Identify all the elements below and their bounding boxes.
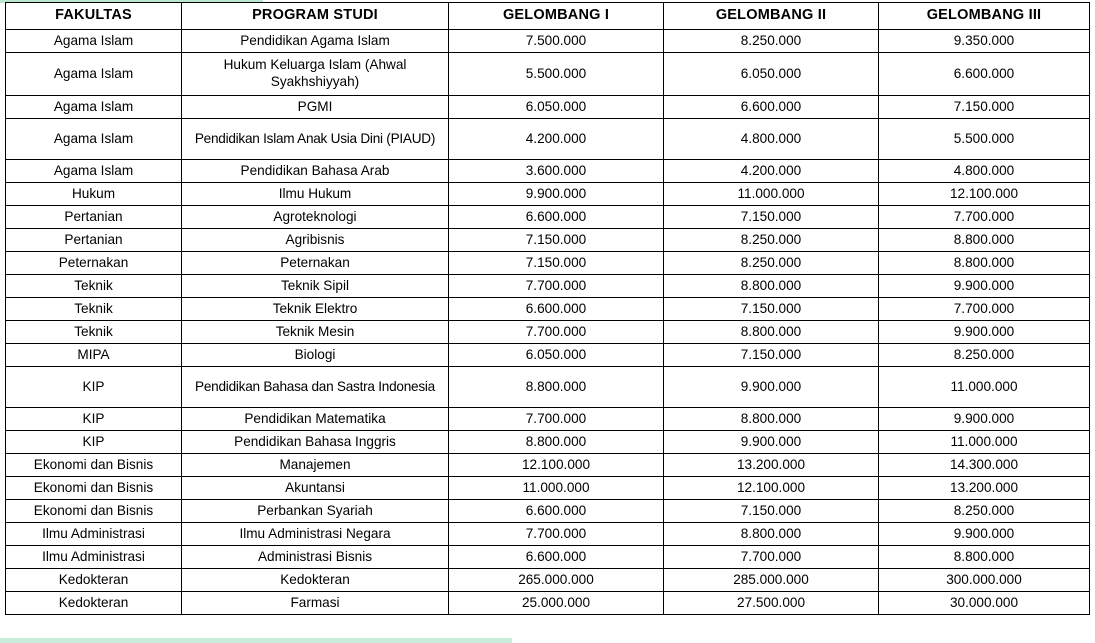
table-row xyxy=(6,454,1090,477)
table-row xyxy=(6,298,1090,321)
cell-gelombang-3: 8.800.000 xyxy=(879,546,1090,569)
cell-fakultas: KIP xyxy=(6,408,182,431)
cell-gelombang-1: 7.700.000 xyxy=(449,275,664,298)
cell-gelombang-3: 5.500.000 xyxy=(879,119,1090,160)
cell-fakultas: Teknik xyxy=(6,275,182,298)
cell-gelombang-1: 6.050.000 xyxy=(449,96,664,119)
biaya-kuliah-table xyxy=(5,2,1090,615)
cell-gelombang-2: 8.800.000 xyxy=(664,275,879,298)
cell-gelombang-1: 6.600.000 xyxy=(449,500,664,523)
cell-program-studi: Pendidikan Matematika xyxy=(182,408,449,431)
accent-bar-bottom xyxy=(0,638,512,643)
cell-program-studi: Teknik Mesin xyxy=(182,321,449,344)
table-row xyxy=(6,592,1090,615)
table-row xyxy=(6,229,1090,252)
cell-gelombang-1: 11.000.000 xyxy=(449,477,664,500)
cell-gelombang-3: 11.000.000 xyxy=(879,431,1090,454)
column-header-fakultas: FAKULTAS xyxy=(6,3,182,30)
cell-gelombang-2: 8.800.000 xyxy=(664,523,879,546)
cell-gelombang-1: 6.600.000 xyxy=(449,206,664,229)
cell-gelombang-3: 8.250.000 xyxy=(879,344,1090,367)
cell-program-studi: Pendidikan Agama Islam xyxy=(182,30,449,53)
cell-gelombang-2: 9.900.000 xyxy=(664,367,879,408)
cell-fakultas: Agama Islam xyxy=(6,53,182,96)
cell-gelombang-1: 8.800.000 xyxy=(449,431,664,454)
table-row xyxy=(6,96,1090,119)
cell-fakultas: Teknik xyxy=(6,298,182,321)
cell-gelombang-2: 8.250.000 xyxy=(664,252,879,275)
cell-gelombang-1: 7.700.000 xyxy=(449,321,664,344)
cell-gelombang-3: 7.700.000 xyxy=(879,206,1090,229)
table-row xyxy=(6,344,1090,367)
cell-gelombang-3: 13.200.000 xyxy=(879,477,1090,500)
table-row xyxy=(6,53,1090,96)
cell-fakultas: Ekonomi dan Bisnis xyxy=(6,500,182,523)
cell-program-studi: Teknik Elektro xyxy=(182,298,449,321)
cell-program-studi: Ilmu Administrasi Negara xyxy=(182,523,449,546)
table-row xyxy=(6,367,1090,408)
cell-gelombang-1: 7.700.000 xyxy=(449,408,664,431)
cell-gelombang-1: 8.800.000 xyxy=(449,367,664,408)
cell-gelombang-2: 6.050.000 xyxy=(664,53,879,96)
cell-gelombang-3: 8.800.000 xyxy=(879,252,1090,275)
table-row xyxy=(6,500,1090,523)
cell-gelombang-1: 4.200.000 xyxy=(449,119,664,160)
cell-program-studi: PGMI xyxy=(182,96,449,119)
cell-fakultas: Ekonomi dan Bisnis xyxy=(6,477,182,500)
table-row xyxy=(6,431,1090,454)
cell-gelombang-3: 30.000.000 xyxy=(879,592,1090,615)
cell-gelombang-2: 7.700.000 xyxy=(664,546,879,569)
cell-fakultas: Agama Islam xyxy=(6,96,182,119)
cell-gelombang-2: 8.800.000 xyxy=(664,408,879,431)
table-row xyxy=(6,160,1090,183)
cell-fakultas: KIP xyxy=(6,367,182,408)
cell-gelombang-2: 12.100.000 xyxy=(664,477,879,500)
table-header-row xyxy=(6,3,1090,30)
cell-program-studi: Farmasi xyxy=(182,592,449,615)
table-row xyxy=(6,183,1090,206)
cell-gelombang-3: 7.150.000 xyxy=(879,96,1090,119)
cell-fakultas: Agama Islam xyxy=(6,30,182,53)
cell-fakultas: Peternakan xyxy=(6,252,182,275)
cell-program-studi: Akuntansi xyxy=(182,477,449,500)
cell-program-studi: Teknik Sipil xyxy=(182,275,449,298)
cell-gelombang-1: 9.900.000 xyxy=(449,183,664,206)
cell-gelombang-1: 25.000.000 xyxy=(449,592,664,615)
cell-gelombang-1: 7.700.000 xyxy=(449,523,664,546)
cell-gelombang-2: 4.200.000 xyxy=(664,160,879,183)
cell-program-studi: Ilmu Hukum xyxy=(182,183,449,206)
cell-gelombang-1: 7.150.000 xyxy=(449,229,664,252)
cell-program-studi: Perbankan Syariah xyxy=(182,500,449,523)
table-row xyxy=(6,523,1090,546)
table-row xyxy=(6,569,1090,592)
cell-fakultas: Kedokteran xyxy=(6,592,182,615)
column-header-gelombang-2: GELOMBANG II xyxy=(664,3,879,30)
cell-fakultas: Kedokteran xyxy=(6,569,182,592)
cell-gelombang-2: 285.000.000 xyxy=(664,569,879,592)
cell-gelombang-3: 9.350.000 xyxy=(879,30,1090,53)
table-header xyxy=(6,3,1090,30)
table-row xyxy=(6,275,1090,298)
cell-program-studi: Pendidikan Bahasa Arab xyxy=(182,160,449,183)
column-header-program-studi: PROGRAM STUDI xyxy=(182,3,449,30)
cell-fakultas: Pertanian xyxy=(6,229,182,252)
cell-fakultas: Ilmu Administrasi xyxy=(6,546,182,569)
table-body xyxy=(6,30,1090,615)
cell-gelombang-3: 9.900.000 xyxy=(879,321,1090,344)
cell-program-studi: Biologi xyxy=(182,344,449,367)
cell-program-studi: Kedokteran xyxy=(182,569,449,592)
table-row xyxy=(6,321,1090,344)
cell-gelombang-3: 14.300.000 xyxy=(879,454,1090,477)
cell-gelombang-3: 8.800.000 xyxy=(879,229,1090,252)
cell-gelombang-2: 11.000.000 xyxy=(664,183,879,206)
cell-gelombang-3: 9.900.000 xyxy=(879,275,1090,298)
table-row xyxy=(6,477,1090,500)
table-row xyxy=(6,30,1090,53)
cell-gelombang-3: 300.000.000 xyxy=(879,569,1090,592)
cell-fakultas: Pertanian xyxy=(6,206,182,229)
table-row xyxy=(6,119,1090,160)
cell-gelombang-1: 12.100.000 xyxy=(449,454,664,477)
cell-program-studi: Hukum Keluarga Islam (Ahwal Syakhshiyyah) xyxy=(182,53,449,96)
cell-program-studi: Agribisnis xyxy=(182,229,449,252)
table-row xyxy=(6,252,1090,275)
cell-gelombang-2: 4.800.000 xyxy=(664,119,879,160)
cell-program-studi: Administrasi Bisnis xyxy=(182,546,449,569)
cell-gelombang-3: 4.800.000 xyxy=(879,160,1090,183)
cell-fakultas: Agama Islam xyxy=(6,160,182,183)
cell-gelombang-2: 8.800.000 xyxy=(664,321,879,344)
cell-gelombang-3: 9.900.000 xyxy=(879,523,1090,546)
table-row xyxy=(6,546,1090,569)
cell-gelombang-1: 3.600.000 xyxy=(449,160,664,183)
cell-gelombang-2: 13.200.000 xyxy=(664,454,879,477)
cell-program-studi: Pendidikan Islam Anak Usia Dini (PIAUD) xyxy=(182,119,449,160)
cell-fakultas: Hukum xyxy=(6,183,182,206)
cell-fakultas: KIP xyxy=(6,431,182,454)
cell-gelombang-1: 265.000.000 xyxy=(449,569,664,592)
table-container xyxy=(5,2,1089,615)
cell-gelombang-1: 6.600.000 xyxy=(449,546,664,569)
cell-gelombang-2: 7.150.000 xyxy=(664,298,879,321)
cell-gelombang-2: 7.150.000 xyxy=(664,344,879,367)
cell-gelombang-3: 8.250.000 xyxy=(879,500,1090,523)
table-row xyxy=(6,206,1090,229)
cell-gelombang-2: 8.250.000 xyxy=(664,229,879,252)
cell-program-studi: Pendidikan Bahasa Inggris xyxy=(182,431,449,454)
cell-gelombang-1: 5.500.000 xyxy=(449,53,664,96)
cell-gelombang-3: 6.600.000 xyxy=(879,53,1090,96)
column-header-gelombang-3: GELOMBANG III xyxy=(879,3,1090,30)
cell-gelombang-1: 7.500.000 xyxy=(449,30,664,53)
cell-fakultas: Ilmu Administrasi xyxy=(6,523,182,546)
cell-program-studi: Agroteknologi xyxy=(182,206,449,229)
cell-gelombang-3: 12.100.000 xyxy=(879,183,1090,206)
cell-gelombang-2: 7.150.000 xyxy=(664,500,879,523)
cell-program-studi: Peternakan xyxy=(182,252,449,275)
cell-gelombang-2: 9.900.000 xyxy=(664,431,879,454)
cell-gelombang-3: 11.000.000 xyxy=(879,367,1090,408)
cell-gelombang-1: 6.600.000 xyxy=(449,298,664,321)
cell-gelombang-2: 6.600.000 xyxy=(664,96,879,119)
cell-gelombang-1: 6.050.000 xyxy=(449,344,664,367)
cell-gelombang-3: 9.900.000 xyxy=(879,408,1090,431)
cell-gelombang-2: 8.250.000 xyxy=(664,30,879,53)
cell-gelombang-2: 7.150.000 xyxy=(664,206,879,229)
column-header-gelombang-1: GELOMBANG I xyxy=(449,3,664,30)
cell-gelombang-1: 7.150.000 xyxy=(449,252,664,275)
cell-program-studi: Manajemen xyxy=(182,454,449,477)
cell-program-studi: Pendidikan Bahasa dan Sastra Indonesia xyxy=(182,367,449,408)
cell-fakultas: Ekonomi dan Bisnis xyxy=(6,454,182,477)
cell-fakultas: MIPA xyxy=(6,344,182,367)
cell-gelombang-2: 27.500.000 xyxy=(664,592,879,615)
table-row xyxy=(6,408,1090,431)
cell-fakultas: Agama Islam xyxy=(6,119,182,160)
cell-fakultas: Teknik xyxy=(6,321,182,344)
cell-gelombang-3: 7.700.000 xyxy=(879,298,1090,321)
